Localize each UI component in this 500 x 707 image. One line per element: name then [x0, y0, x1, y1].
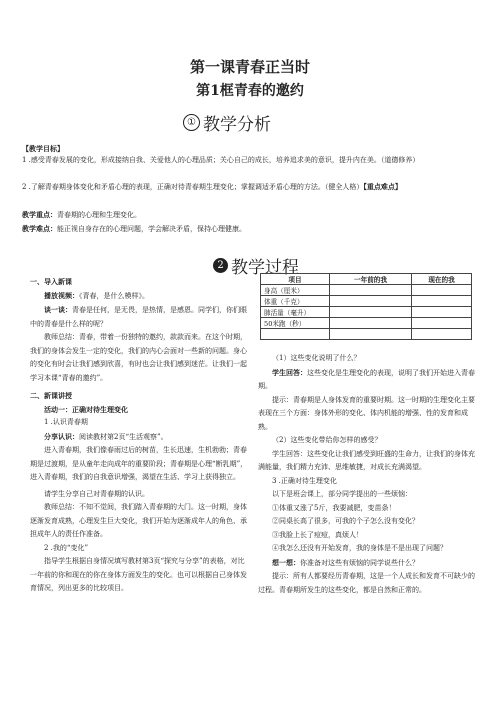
heading-new-lesson: 二、新课讲授 — [30, 391, 72, 400]
troubles-intro: 以下是班会课上，部分同学提出的一些烦恼： — [272, 490, 412, 498]
goal-item-1: 1 .感受青春发展的变化，形成接纳自我、关爱他人的心理品质；关心自己的成长，培养追求美的意识，提升内在美。（道德修养） — [22, 156, 420, 164]
teacher-summary-1: 教师总结：青春，带着一份独特的邀约，款款而来。在这个时期，我们的身体会发生一定的变化，我们的内心会面对一些新的问题。身心的变化有时会让我们感到欣喜，有时也会让我们感到迷茫。让我们一起学习本课“青春的邀约”。 — [30, 333, 247, 382]
list-item: ②同桌长高了很多，可我的个子怎么没有变化？ — [272, 517, 419, 525]
answer-1: 学生回答：这些变化是生理变化的表现，说明了我们开始进入青春期。 — [258, 367, 475, 390]
share-prompt: 分享认识：阅读教材第2页“生活观察”。 — [44, 431, 168, 441]
list-item: ③我脸上长了痘痘，真烦人！ — [272, 530, 363, 539]
table-row: 体重（千克） — [261, 296, 472, 307]
question-1: （1）这些变化说明了什么？ — [272, 354, 361, 362]
goal-item-2: 2 .了解青春期身体变化和矛盾心理的表现，正确对待青春期生理变化；掌握调适矛盾心理的方法。（健全人格）【重点难点】 — [22, 182, 402, 191]
puberty-paragraph: 进入青春期，我们像春雨过后的树苗，生长迅速，生机勃勃；青春期是过渡期，是从童年走向成年的重要阶段；青春期是心理“断乳期”，进入青春期，我们的自我意识增强，渴望在生活、学习上获得独立。 — [30, 446, 248, 481]
section-label: 教学过程 — [231, 258, 299, 278]
key-difficulty-tag: 【重点难点】 — [363, 182, 402, 191]
difficulty-point: 教学难点：能正视自身存在的心理问题，学会解决矛盾，保持心理健康。 — [22, 224, 246, 233]
list-item: ①体重又涨了5斤，我要减肥，变苗条！ — [272, 503, 396, 512]
table-instruction: 指导学生根据自身情况填写教材第3页“探究与分享”的表格，对比一年前的你和现在的你在身体方面发生的变化。也可以根据自己身体发育情况，列出更多的比较项目。 — [30, 557, 247, 592]
table-row: 肺活量（毫升） — [261, 307, 472, 318]
activity-1: 活动一：正确对待生理变化 — [44, 404, 128, 414]
tip-1: 提示：青春期是人身体发育的重要时期。这一时期的生理变化主要表现在三个方面：身体外形的变化、体内机能的增强、性的发育和成熟。 — [258, 395, 475, 431]
think-prompt: 想一想：你准备对这些有烦恼的同学说些什么？ — [272, 557, 419, 567]
step-1: 1 .认识青春期 — [44, 418, 88, 426]
page-title: 第一课青春正当时 — [189, 58, 310, 76]
page-subtitle: 第1框青春的邀约 — [196, 83, 304, 99]
teacher-summary-2: 教师总结：不知不觉间，我们踏入青春期的大门。这一时期，身体逐渐发育成熟，心理发生巨大变化，我们开始为逐渐成年人的角色、承担成年人的责任作准备。 — [30, 503, 247, 538]
section-number-icon: ① — [183, 114, 200, 131]
section-number-icon: 2 — [213, 258, 228, 273]
table-header: 项目 — [261, 274, 330, 285]
talk-prompt: 谈一谈：青春是任何，是无畏，是热情，是感恩。同学们，你们眼中的青春是什么样的呢？ — [30, 305, 247, 328]
heading-intro: 一、导入新课 — [30, 277, 72, 286]
list-item: ④我怎么还没有开始发育，我的身体是不是出现了问题？ — [272, 544, 447, 552]
left-column — [30, 273, 248, 596]
play-video: 播放视频：《青春，是什么模样》。 — [44, 290, 149, 300]
table-header: 现在的我 — [412, 274, 472, 285]
goals-heading: 【教学目标】 — [22, 144, 64, 153]
step-2: 2 .我的“变化” — [44, 543, 89, 552]
key-point: 教学重点：青春期的心理和生理变化。 — [22, 210, 141, 219]
share-instruction: 请学生分享自己对青春期的认识。 — [44, 489, 149, 498]
answer-2: 学生回答：这些变化让我们感受到旺盛的生命力，让我们的身体充满能量，我们精力充沛、思维敏捷，对成长充满渴望。 — [258, 449, 475, 471]
section-teaching-analysis — [183, 110, 271, 135]
table-row: 50米跑（秒） — [261, 318, 472, 329]
tip-2: 提示：所有人都要经历青春期，这是一个人成长和发育不可缺少的过程。青春期所发生的这些变化，都是自然和正常的。 — [258, 572, 475, 594]
right-column — [258, 352, 476, 597]
step-3: 3 .正确对待生理变化 — [272, 476, 337, 485]
comparison-table — [260, 273, 472, 340]
table-row — [261, 329, 472, 340]
table-row: 身高（厘米） — [261, 285, 472, 296]
table-header: 一年前的我 — [330, 274, 412, 285]
question-2: （2）这些变化带给你怎样的感受？ — [272, 436, 382, 444]
section-label: 教学分析 — [203, 115, 271, 135]
